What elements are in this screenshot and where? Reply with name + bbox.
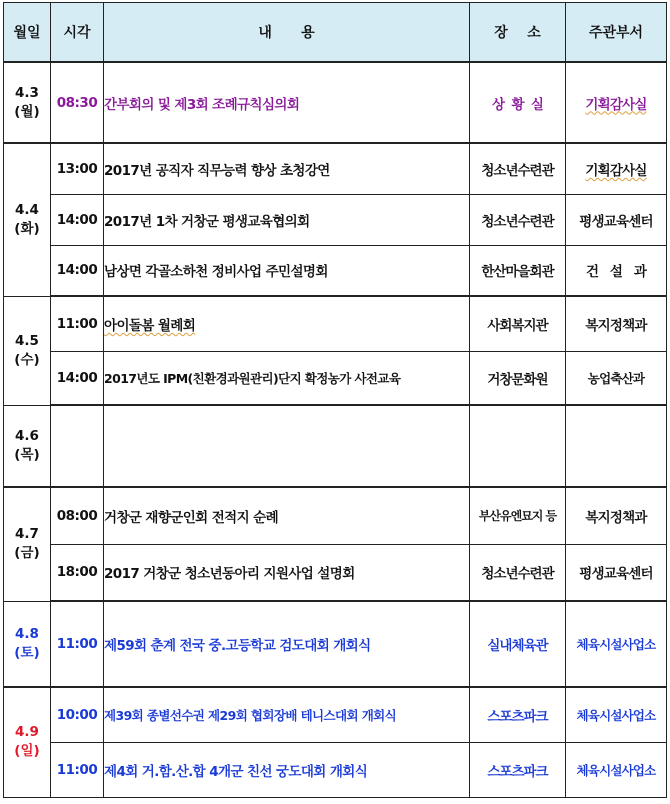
table-row [4, 544, 667, 601]
weekday-label: (수) [14, 351, 40, 368]
dept-cell: 건 설 과 [566, 245, 667, 296]
time-cell: 08:30 [51, 62, 104, 143]
content-cell: 2017 거창군 청소년동아리 지원사업 설명회 [104, 544, 470, 601]
header-date: 월일 [4, 3, 51, 63]
table-row [4, 296, 667, 351]
time-cell: 11:00 [51, 601, 104, 687]
content-cell [104, 296, 470, 351]
dept-text: 기획감사실 [585, 96, 647, 113]
place-cell: 거창문화원 [470, 351, 566, 405]
schedule-table [3, 2, 667, 798]
dept-cell [566, 62, 667, 143]
time-cell: 11:00 [51, 296, 104, 351]
date-cell [4, 62, 51, 143]
place-cell-empty [470, 405, 566, 487]
header-time: 시각 [51, 3, 104, 63]
table-row [4, 742, 667, 797]
table-row [4, 62, 667, 143]
table-row [4, 487, 667, 544]
time-cell: 14:00 [51, 245, 104, 296]
date-label: 4.4 [15, 201, 39, 218]
table-row [4, 601, 667, 687]
content-cell: 제59회 춘계 전국 중.고등학교 검도대회 개회식 [104, 601, 470, 687]
place-cell: 실내체육관 [470, 601, 566, 687]
place-cell: 사회복지관 [470, 296, 566, 351]
dept-cell: 체육시설사업소 [566, 687, 667, 742]
place-cell: 스포츠파크 [470, 687, 566, 742]
place-cell: 스포츠파크 [470, 742, 566, 797]
date-label: 4.3 [15, 84, 39, 101]
place-cell: 청소년수련관 [470, 194, 566, 245]
content-text: 아이돌봄 월례회 [104, 317, 196, 334]
dept-cell: 평생교육센터 [566, 544, 667, 601]
date-cell [4, 687, 51, 797]
time-cell: 18:00 [51, 544, 104, 601]
table-row [4, 351, 667, 405]
weekday-label: (월) [14, 103, 40, 120]
weekday-label: (일) [14, 743, 40, 760]
place-cell: 한산마을회관 [470, 245, 566, 296]
weekday-label: (토) [14, 644, 40, 661]
dept-cell: 농업축산과 [566, 351, 667, 405]
date-cell [4, 296, 51, 405]
content-cell: 제39회 종별선수권 제29회 협회장배 테니스대회 개회식 [104, 687, 470, 742]
dept-cell-empty [566, 405, 667, 487]
date-cell [4, 487, 51, 601]
dept-cell: 체육시설사업소 [566, 601, 667, 687]
content-cell: 2017년 공직자 직무능력 향상 초청강연 [104, 143, 470, 194]
content-cell: 거창군 재향군인회 전적지 순례 [104, 487, 470, 544]
time-cell: 14:00 [51, 351, 104, 405]
time-cell: 10:00 [51, 687, 104, 742]
date-cell [4, 405, 51, 487]
content-cell: 간부회의 및 제3회 조례규칙심의회 [104, 62, 470, 143]
time-cell: 08:00 [51, 487, 104, 544]
weekday-label: (금) [14, 545, 40, 562]
dept-text: 기획감사실 [585, 162, 647, 179]
time-cell: 14:00 [51, 194, 104, 245]
dept-cell: 체육시설사업소 [566, 742, 667, 797]
table-row [4, 405, 667, 487]
time-cell-empty [51, 405, 104, 487]
place-cell: 부산유엔묘지 등 [470, 487, 566, 544]
date-label: 4.6 [15, 427, 39, 444]
dept-cell: 복지정책과 [566, 487, 667, 544]
header-place: 장 소 [470, 3, 566, 63]
date-cell [4, 601, 51, 687]
weekday-label: (화) [14, 220, 40, 237]
place-cell: 청소년수련관 [470, 143, 566, 194]
content-cell-empty [104, 405, 470, 487]
place-cell: 상 황 실 [470, 62, 566, 143]
place-cell: 청소년수련관 [470, 544, 566, 601]
content-cell: 제4회 거.함.산.합 4개군 친선 궁도대회 개회식 [104, 742, 470, 797]
time-cell: 11:00 [51, 742, 104, 797]
table-row [4, 687, 667, 742]
header-content: 내 용 [104, 3, 470, 63]
weekday-label: (목) [14, 446, 40, 463]
header-dept: 주관부서 [566, 3, 667, 63]
table-row [4, 143, 667, 194]
header-row [4, 3, 667, 63]
table-row [4, 194, 667, 245]
content-cell: 남상면 각골소하천 정비사업 주민설명회 [104, 245, 470, 296]
dept-cell: 복지정책과 [566, 296, 667, 351]
table-row [4, 245, 667, 296]
date-label: 4.5 [15, 332, 39, 349]
date-label: 4.7 [15, 526, 39, 543]
content-cell: 2017년 1차 거창군 평생교육협의회 [104, 194, 470, 245]
date-label: 4.8 [15, 625, 39, 642]
time-cell: 13:00 [51, 143, 104, 194]
content-cell: 2017년도 IPM(친환경과원관리)단지 확정농가 사전교육 [104, 351, 470, 405]
dept-cell: 평생교육센터 [566, 194, 667, 245]
date-cell [4, 143, 51, 296]
date-label: 4.9 [15, 724, 39, 741]
dept-cell [566, 143, 667, 194]
